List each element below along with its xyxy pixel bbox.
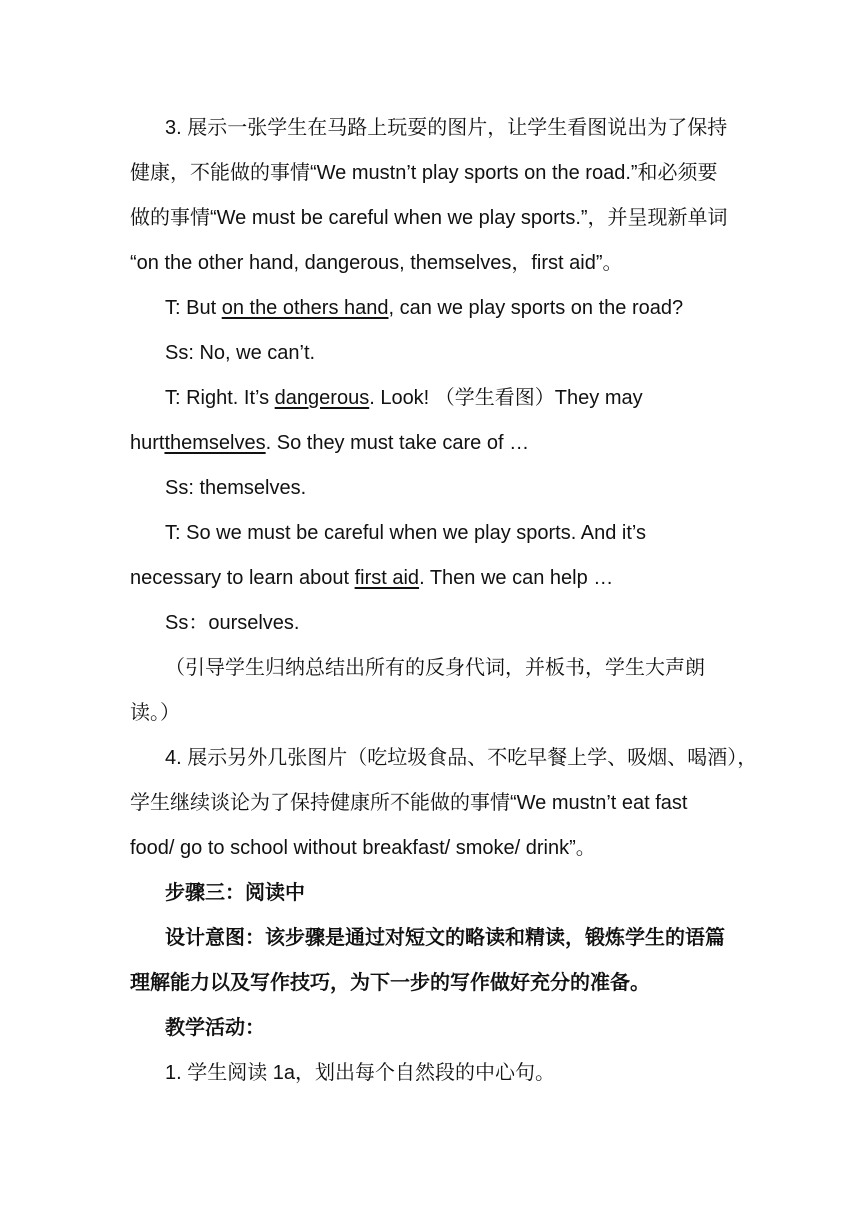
underlined-phrase: dangerous bbox=[274, 387, 370, 409]
dialogue-text: T: But bbox=[165, 297, 222, 319]
dialogue-text: hurt bbox=[130, 432, 165, 454]
design-intent-line-1: 设计意图：该步骤是通过对短文的略读和精读，锻炼学生的语篇 bbox=[165, 927, 725, 949]
underlined-phrase: on the others hand bbox=[221, 297, 389, 319]
paragraph-4-line-2: 学生继续谈论为了保持健康所不能做的事情“We mustn’t eat fast bbox=[130, 792, 688, 814]
underlined-phrase: first aid bbox=[354, 567, 420, 589]
dialogue-text: necessary to learn about bbox=[130, 567, 355, 589]
dialogue-line bbox=[130, 566, 613, 590]
dialogue-text: T: Right. It’s bbox=[165, 387, 275, 409]
paragraph-3-line-3: 做的事情“We must be careful when we play sports.”，并呈现新单词 bbox=[130, 207, 728, 229]
note-line-1: （引导学生归纳总结出所有的反身代词，并板书，学生大声朗 bbox=[165, 657, 705, 679]
dialogue-line: Ss: No, we can’t. bbox=[165, 342, 316, 364]
paragraph-4-line-3: food/ go to school without breakfast/ smoke/ drink”。 bbox=[130, 837, 596, 859]
activities-heading: 教学活动： bbox=[165, 1017, 265, 1039]
dialogue-text: . Look! （学生看图）They may bbox=[369, 387, 643, 409]
paragraph-3-line-2: 健康，不能做的事情“We mustn’t play sports on the road.”和必须要 bbox=[130, 162, 718, 184]
paragraph-3-line-1: 3. 展示一张学生在马路上玩耍的图片，让学生看图说出为了保持 bbox=[165, 117, 728, 139]
note-line-2: 读。） bbox=[130, 702, 180, 724]
dialogue-line: Ss：ourselves. bbox=[165, 612, 300, 634]
dialogue-line bbox=[130, 431, 529, 455]
dialogue-text: . Then we can help … bbox=[419, 567, 614, 589]
design-intent-line-2: 理解能力以及写作技巧，为下一步的写作做好充分的准备。 bbox=[130, 972, 650, 994]
dialogue-line bbox=[165, 386, 643, 410]
dialogue-line: Ss: themselves. bbox=[165, 477, 307, 499]
dialogue-text: . So they must take care of … bbox=[265, 432, 530, 454]
section-heading: 步骤三：阅读中 bbox=[165, 882, 305, 904]
paragraph-3-line-4: “on the other hand, dangerous, themselves，first aid”。 bbox=[130, 252, 623, 274]
dialogue-text: , can we play sports on the road? bbox=[388, 297, 684, 319]
activity-1: 1. 学生阅读 1a，划出每个自然段的中心句。 bbox=[165, 1062, 556, 1084]
paragraph-4-line-1: 4. 展示另外几张图片（吃垃圾食品、不吃早餐上学、吸烟、喝酒）， bbox=[165, 747, 758, 769]
dialogue-line: T: So we must be careful when we play sports. And it’s bbox=[165, 522, 646, 544]
underlined-phrase: themselves bbox=[164, 432, 266, 454]
dialogue-line bbox=[165, 296, 683, 320]
